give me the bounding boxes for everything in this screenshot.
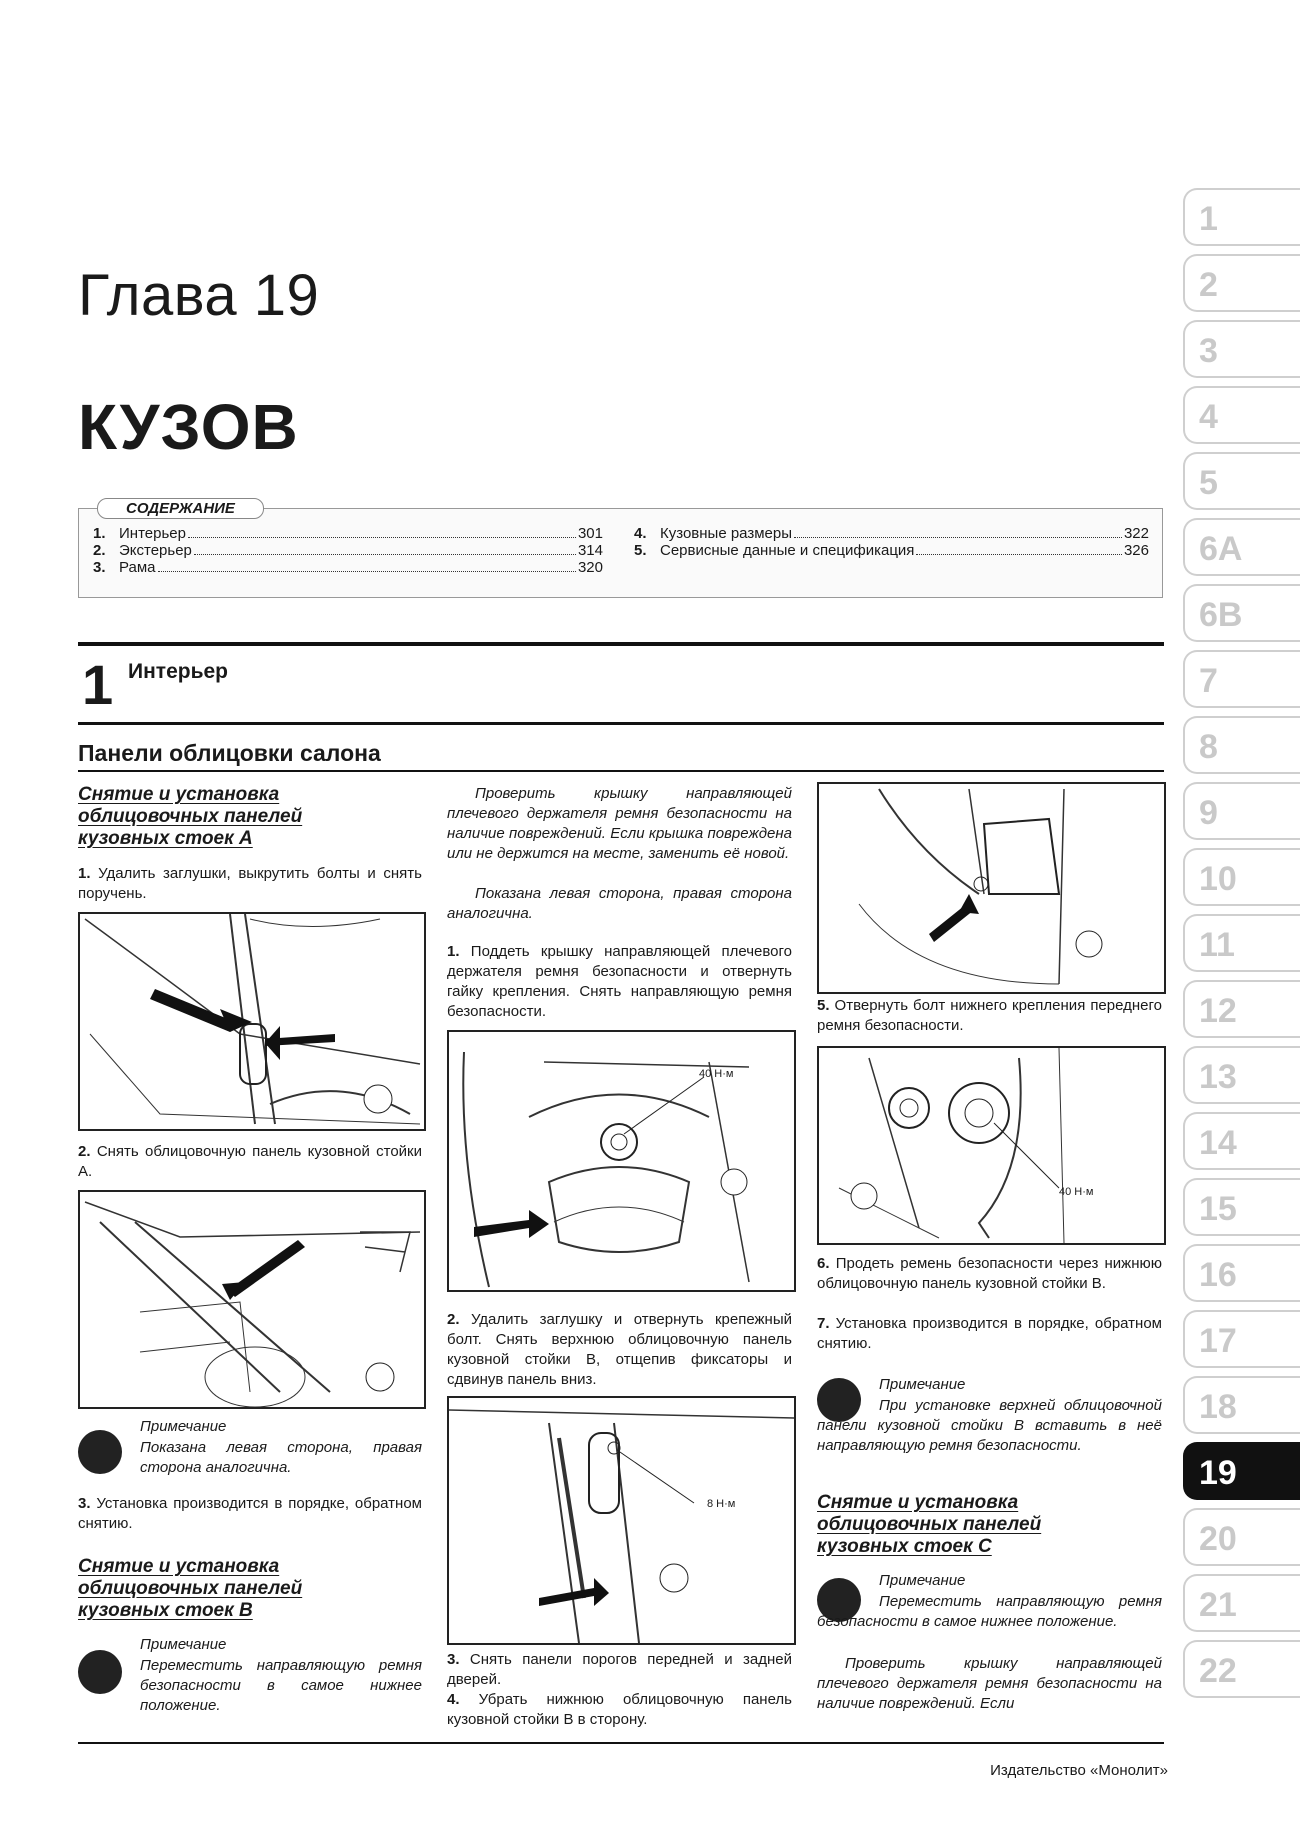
col1-heading-a: Снятие и установка облицовочных панелей кузовных стоек А: [78, 784, 303, 849]
toc-item[interactable]: 3. Рама 320: [93, 559, 603, 576]
subsection-title: Панели облицовки салона: [78, 740, 381, 766]
figure-pillar-b-upper: [447, 1396, 796, 1645]
col3-step-7: 7. Установка производится в порядке, обратном снятию.: [817, 1315, 1162, 1352]
chapter-tab[interactable]: 15: [1183, 1178, 1300, 1236]
table-of-contents: [78, 500, 1163, 598]
chapter-tab[interactable]: 21: [1183, 1574, 1300, 1632]
note-label: Примечание: [140, 1636, 227, 1653]
chapter-tab[interactable]: 3: [1183, 320, 1300, 378]
section-number: 1: [82, 653, 114, 716]
toc-item[interactable]: 4. Кузовные размеры 322: [634, 525, 1149, 542]
col2-intro: Проверить крышку направляющей плечевого держателя ремня безопасности на наличие повреждений. Если крышка повреждена или не держится на месте, заменить её новой.: [447, 785, 792, 862]
chapter-tab[interactable]: 22: [1183, 1640, 1300, 1698]
note-text: Переместить направляющую ремня безопасности в самое нижнее положение.: [140, 1657, 422, 1714]
chapter-tab[interactable]: 2: [1183, 254, 1300, 312]
chapter-tab[interactable]: 20: [1183, 1508, 1300, 1566]
torque-label: 40 Н·м: [699, 1068, 734, 1080]
col2-step-4: 4. Убрать нижнюю облицовочную панель кузовной стойки В в сторону.: [447, 1691, 792, 1728]
chapter-tab[interactable]: 17: [1183, 1310, 1300, 1368]
chapter-tab[interactable]: 11: [1183, 914, 1300, 972]
col1-step-1: 1. Удалить заглушки, выкрутить болты и снять поручень.: [78, 865, 422, 902]
chapter-label: Глава 19: [78, 263, 320, 328]
chapter-tabs: [1183, 188, 1300, 1706]
col3-step-5: 5. Отвернуть болт нижнего крепления переднего ремня безопасности.: [817, 997, 1162, 1034]
figure-pillar-a-handle: [78, 912, 426, 1131]
chapter-tab[interactable]: 18: [1183, 1376, 1300, 1434]
col2-intro-2: Показана левая сторона, правая сторона аналогична.: [447, 885, 792, 922]
note-text: Переместить направляющую ремня безопасности в самое нижнее положение.: [817, 1593, 1162, 1630]
chapter-tab[interactable]: 16: [1183, 1244, 1300, 1302]
chapter-tab[interactable]: 10: [1183, 848, 1300, 906]
section-title: Интерьер: [128, 660, 228, 683]
col1-step-2: 2. Снять облицовочную панель кузовной стойки А.: [78, 1143, 422, 1180]
torque-label: 40 Н·м: [1059, 1186, 1094, 1198]
toc-item[interactable]: 1. Интерьер 301: [93, 525, 603, 542]
figure-belt-anchor: [817, 1046, 1166, 1245]
footer-rule: [78, 1742, 1164, 1744]
torque-label: 8 Н·м: [707, 1498, 736, 1510]
col3-step-6: 6. Продеть ремень безопасности через нижнюю облицовочную панель кузовной стойки В.: [817, 1255, 1162, 1292]
col3-heading-c: Снятие и установка облицовочных панелей кузовных стоек С: [817, 1492, 1042, 1557]
section-rule-top: [78, 642, 1164, 646]
chapter-tab[interactable]: 8: [1183, 716, 1300, 774]
figure-belt-guide: [447, 1030, 796, 1292]
figure-belt-lower-bolt: [817, 782, 1166, 994]
section-rule-bottom: [78, 722, 1164, 725]
note-label: Примечание: [879, 1376, 966, 1393]
publisher: Издательство «Монолит»: [990, 1762, 1168, 1779]
toc-item[interactable]: 5. Сервисные данные и спецификация 326: [634, 542, 1149, 559]
col1-step-3: 3. Установка производится в порядке, обратном снятию.: [78, 1495, 422, 1532]
chapter-tab[interactable]: 1: [1183, 188, 1300, 246]
note-lightbulb-icon: [78, 1650, 122, 1694]
chapter-tab[interactable]: 14: [1183, 1112, 1300, 1170]
chapter-tab[interactable]: 12: [1183, 980, 1300, 1038]
chapter-tab[interactable]: 4: [1183, 386, 1300, 444]
note-text: При установке верхней облицовочной панели кузовной стойки В вставить в неё направляющую ремня безопасности.: [817, 1397, 1162, 1454]
chapter-tab[interactable]: 7: [1183, 650, 1300, 708]
chapter-tab[interactable]: 6A: [1183, 518, 1300, 576]
subsection-rule: [78, 770, 1164, 772]
chapter-tab[interactable]: 13: [1183, 1046, 1300, 1104]
note-label: Примечание: [140, 1418, 227, 1435]
col2-step-3: 3. Снять панели порогов передней и задней дверей.: [447, 1651, 792, 1688]
chapter-tab[interactable]: 6B: [1183, 584, 1300, 642]
note-label: Примечание: [879, 1572, 966, 1589]
chapter-tab[interactable]: 5: [1183, 452, 1300, 510]
page-title: КУЗОВ: [78, 391, 299, 463]
col3-tail: Проверить крышку направляющей плечевого держателя ремня безопасности на наличие повреждений. Если: [817, 1655, 1162, 1712]
col2-step-2: 2. Удалить заглушку и отвернуть крепежный болт. Снять верхнюю облицовочную панель кузовной стойки В, отщепив фиксаторы и сдвинув панель вниз.: [447, 1311, 792, 1388]
figure-pillar-a-panel: [78, 1190, 426, 1409]
note-text: Показана левая сторона, правая сторона аналогична.: [140, 1439, 422, 1476]
col2-step-1: 1. Поддеть крышку направляющей плечевого держателя ремня безопасности и отвернуть гайку крепления. Снять направляющую ремня безопасности.: [447, 943, 792, 1020]
col1-heading-b: Снятие и установка облицовочных панелей кузовных стоек В: [78, 1556, 303, 1621]
note-lightbulb-icon: [78, 1430, 122, 1474]
chapter-tab[interactable]: 9: [1183, 782, 1300, 840]
toc-item[interactable]: 2. Экстерьер 314: [93, 542, 603, 559]
toc-label: СОДЕРЖАНИЕ: [97, 498, 264, 519]
chapter-tab-active[interactable]: 19: [1183, 1442, 1300, 1500]
